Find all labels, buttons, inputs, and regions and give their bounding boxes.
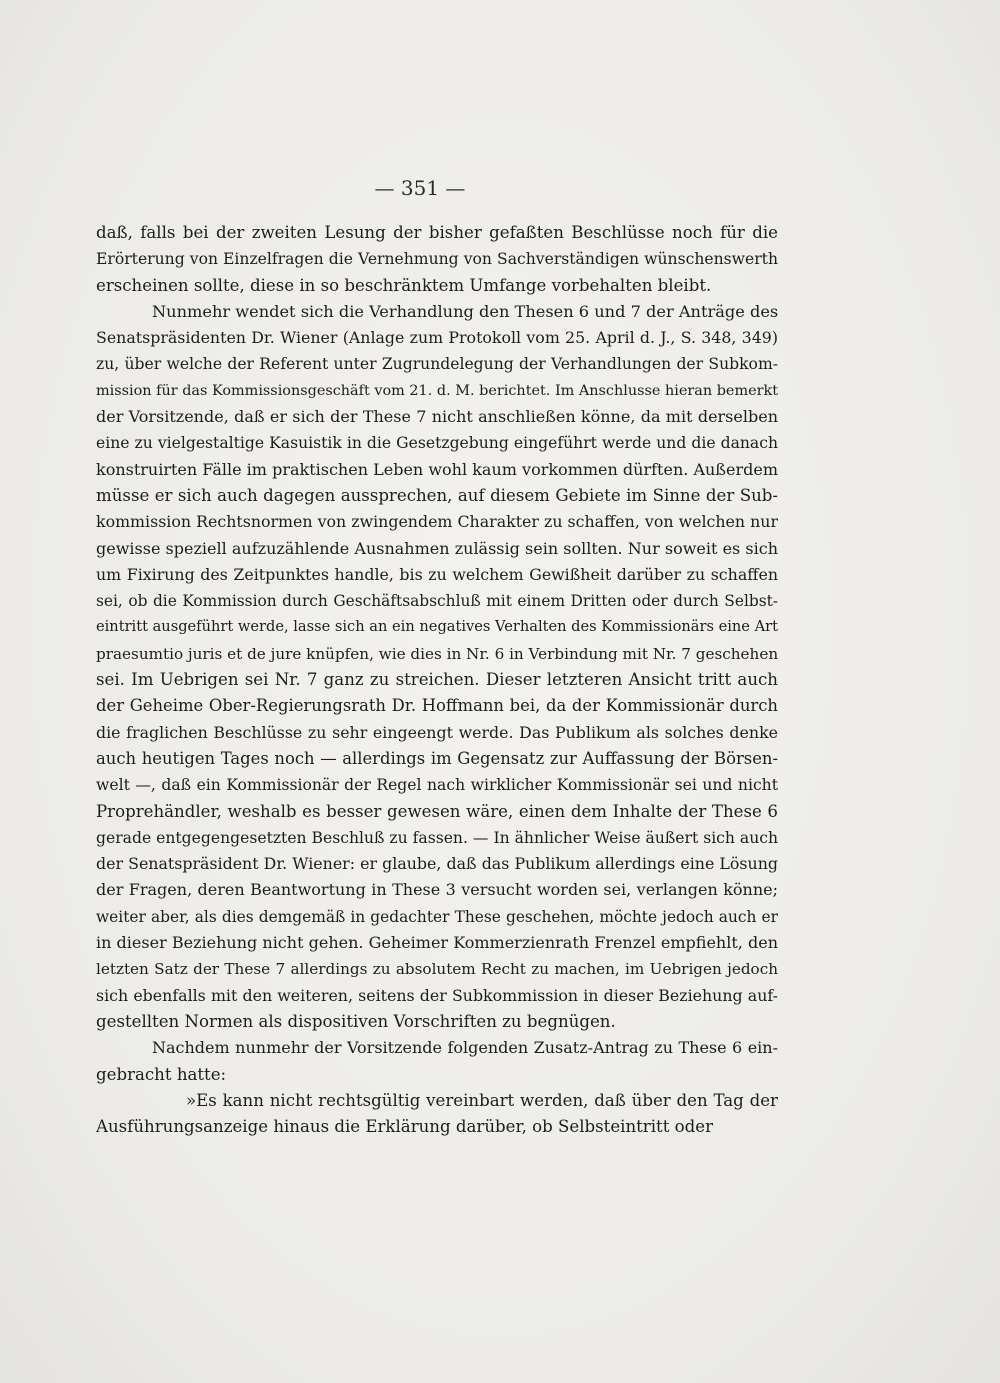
text-line: gestellten Normen als dispositiven Vorschriften zu begnügen. (96, 1011, 616, 1031)
text-line: der Geheime Ober-Regierungsrath Dr. Hoffmann bei, da der Kommissionär durch (96, 696, 778, 716)
text-line: in dieser Beziehung nicht gehen. Geheimer Kommerzienrath Frenzel empfiehlt, den (96, 933, 778, 953)
text-line: der Senatspräsident Dr. Wiener: er glaube, daß das Publikum allerdings eine Lösung (96, 854, 778, 874)
text-line: eine zu vielgestaltige Kasuistik in die Gesetzgebung eingeführt werde und die danach (96, 434, 778, 453)
text-line: eintritt ausgeführt werde, lasse sich an ein negatives Verhalten des Kommissionärs eine Art (96, 618, 778, 636)
text-line: der Vorsitzende, daß er sich der These 7 nicht anschließen könne, da mit derselben (96, 407, 778, 427)
text-line: mission für das Kommissionsgeschäft vom 21. d. M. berichtet. Im Anschlusse hieran bemerkt (96, 382, 778, 399)
text-line: gebracht hatte: (96, 1064, 227, 1084)
text-line: auch heutigen Tages noch — allerdings im Gegensatz zur Auffassung der Börsen- (96, 748, 778, 768)
text-line: welt —, daß ein Kommissionär der Regel nach wirklicher Kommissionär sei und nicht (96, 776, 778, 795)
text-line: daß, falls bei der zweiten Lesung der bisher gefaßten Beschlüsse noch für die (96, 223, 778, 242)
text-line: um Fixirung des Zeitpunktes handle, bis zu welchem Gewißheit darüber zu schaffen (96, 564, 778, 584)
text-line: konstruirten Fälle im praktischen Leben wohl kaum vorkommen dürften. Außerdem (96, 459, 778, 479)
text-line: kommission Rechtsnormen von zwingendem Charakter zu schaffen, von welchen nur (96, 512, 778, 532)
text-line: sei, ob die Kommission durch Geschäftsabschluß mit einem Dritten oder durch Selbst- (96, 592, 778, 611)
text-line: Nunmehr wendet sich die Verhandlung den Thesen 6 und 7 der Anträge des (152, 301, 778, 321)
text-line: letzten Satz der These 7 allerdings zu absolutem Recht zu machen, im Uebrigen jedoch (96, 960, 778, 979)
text-line: sei. Im Uebrigen sei Nr. 7 ganz zu streichen. Dieser letzteren Ansicht tritt auch (96, 670, 778, 690)
text-line: erscheinen sollte, diese in so beschränktem Umfange vorbehalten bleibt. (96, 275, 712, 295)
quoted-text-line: »Es kann nicht rechtsgültig vereinbart werden, daß über den Tag der (186, 1090, 778, 1110)
text-line: sich ebenfalls mit den weiteren, seitens der Subkommission in dieser Beziehung auf- (96, 985, 778, 1005)
text-line: Senatspräsidenten Dr. Wiener (Anlage zum Protokoll vom 25. April d. J., S. 348, 349) (96, 328, 778, 348)
text-line: der Fragen, deren Beantwortung in These 3 versucht worden sei, verlangen könne; (96, 880, 778, 900)
text-line: zu, über welche der Referent unter Zugrundelegung der Verhandlungen der Subkom- (96, 355, 778, 374)
page-number: — 351 — (374, 176, 466, 200)
text-line: Nachdem nunmehr der Vorsitzende folgenden Zusatz-Antrag zu These 6 ein- (152, 1038, 778, 1058)
body-text (96, 220, 778, 1140)
text-line: weiter aber, als dies demgemäß in gedachter These geschehen, möchte jedoch auch er (96, 907, 778, 926)
text-line: gewisse speziell aufzuzählende Ausnahmen zulässig sein sollten. Nur soweit es sich (96, 538, 778, 558)
text-line: müsse er sich auch dagegen aussprechen, auf diesem Gebiete im Sinne der Sub- (96, 485, 778, 505)
text-line: praesumtio juris et de jure knüpfen, wie dies in Nr. 6 in Verbindung mit Nr. 7 geschehen (96, 644, 778, 663)
text-line: gerade entgegengesetzten Beschluß zu fassen. — In ähnlicher Weise äußert sich auch (96, 828, 778, 847)
text-line: Proprehändler, weshalb es besser gewesen wäre, einen dem Inhalte der These 6 (96, 801, 778, 821)
quoted-text-line: Ausführungsanzeige hinaus die Erklärung darüber, ob Selbsteintritt oder (96, 1117, 714, 1137)
text-line: Erörterung von Einzelfragen die Vernehmung von Sachverständigen wünschenswerth (96, 250, 778, 269)
text-line: die fraglichen Beschlüsse zu sehr eingeengt werde. Das Publikum als solches denke (96, 722, 778, 742)
